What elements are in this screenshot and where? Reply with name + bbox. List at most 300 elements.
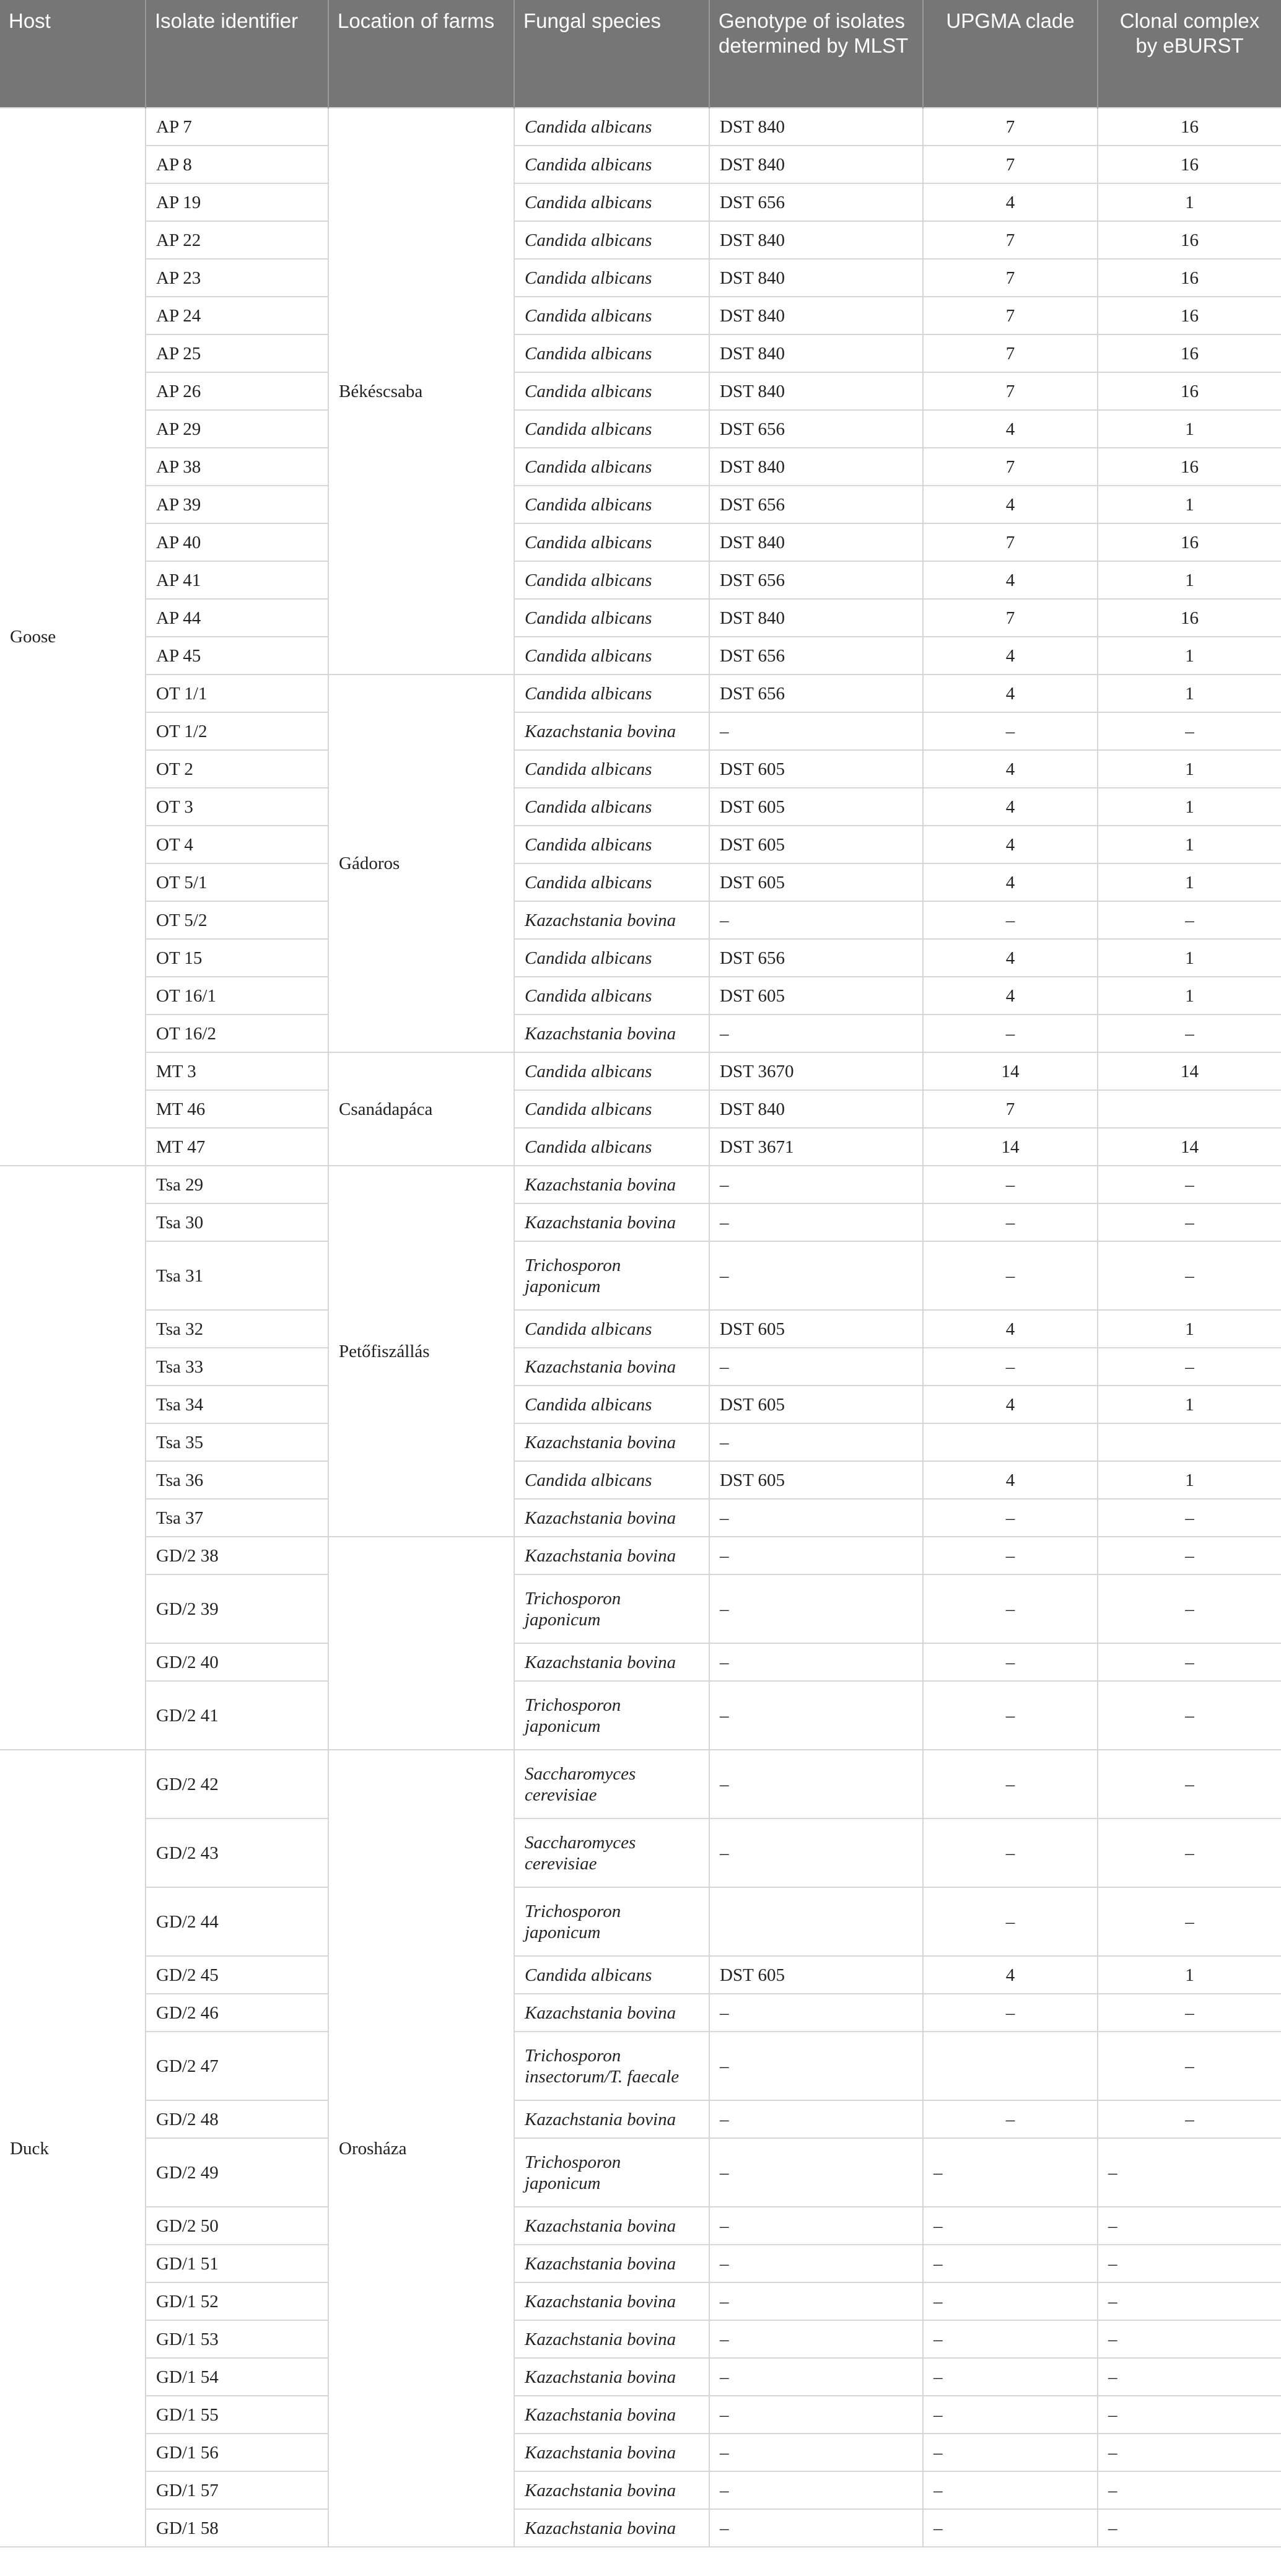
table-row (0, 977, 1281, 1015)
clonal-complex-cell: – (1098, 2138, 1281, 2207)
upgma-clade-cell: 4 (923, 788, 1098, 826)
genotype-cell: – (709, 2032, 923, 2100)
upgma-clade-cell: – (923, 712, 1098, 750)
fungal-species-cell: Trichosporon insectorum/T. faecale (514, 2032, 709, 2100)
header-genotype: Genotype of isolates determined by MLST (709, 0, 923, 108)
table-row (0, 486, 1281, 523)
clonal-complex-cell: 16 (1098, 523, 1281, 561)
clonal-complex-cell: – (1098, 1015, 1281, 1052)
table-row (0, 1818, 1281, 1887)
upgma-clade-cell: 4 (923, 1956, 1098, 1994)
clonal-complex-cell: – (1098, 2358, 1281, 2396)
upgma-clade-cell: – (923, 2320, 1098, 2358)
upgma-clade-cell: 7 (923, 448, 1098, 486)
table-row (0, 334, 1281, 372)
fungal-species-cell: Kazachstania bovina (514, 2282, 709, 2320)
fungal-species-cell: Kazachstania bovina (514, 2245, 709, 2282)
isolate-id-cell: AP 25 (146, 334, 328, 372)
table-row (0, 2138, 1281, 2207)
genotype-cell: – (709, 2138, 923, 2207)
isolate-id-cell: GD/2 41 (146, 1681, 328, 1750)
table-row (0, 939, 1281, 977)
table-row (0, 1241, 1281, 1310)
fungal-species-cell: Saccharomyces cerevisiae (514, 1750, 709, 1818)
genotype-cell: – (709, 901, 923, 939)
upgma-clade-cell: 4 (923, 183, 1098, 221)
isolate-id-cell: OT 15 (146, 939, 328, 977)
table-row (0, 826, 1281, 863)
isolate-id-cell: MT 3 (146, 1052, 328, 1090)
table-row (0, 2032, 1281, 2100)
upgma-clade-cell (923, 1423, 1098, 1461)
fungal-species-cell: Candida albicans (514, 1461, 709, 1499)
table-row (0, 183, 1281, 221)
clonal-complex-cell: – (1098, 901, 1281, 939)
clonal-complex-cell: 16 (1098, 221, 1281, 259)
isolate-id-cell: GD/1 57 (146, 2471, 328, 2509)
table-row (0, 1994, 1281, 2032)
genotype-cell: – (709, 1423, 923, 1461)
table-row (0, 1386, 1281, 1423)
fungal-species-cell: Candida albicans (514, 448, 709, 486)
table-row (0, 637, 1281, 675)
genotype-cell: DST 840 (709, 523, 923, 561)
table-row (0, 221, 1281, 259)
location-cell: Békéscsaba (328, 108, 514, 675)
genotype-cell: – (709, 2320, 923, 2358)
genotype-cell: – (709, 1537, 923, 1574)
clonal-complex-cell: 1 (1098, 939, 1281, 977)
clonal-complex-cell: – (1098, 1994, 1281, 2032)
clonal-complex-cell: – (1098, 1348, 1281, 1386)
fungal-species-cell: Kazachstania bovina (514, 2100, 709, 2138)
fungal-species-cell: Candida albicans (514, 788, 709, 826)
location-cell: Gádoros (328, 675, 514, 1052)
genotype-cell: DST 605 (709, 826, 923, 863)
fungal-species-cell: Candida albicans (514, 523, 709, 561)
upgma-clade-cell: 4 (923, 1386, 1098, 1423)
clonal-complex-cell: – (1098, 1681, 1281, 1750)
upgma-clade-cell: – (923, 1348, 1098, 1386)
upgma-clade-cell: – (923, 2282, 1098, 2320)
table-row (0, 901, 1281, 939)
table-row (0, 2471, 1281, 2509)
clonal-complex-cell: 1 (1098, 1956, 1281, 1994)
table-row (0, 2358, 1281, 2396)
table-row (0, 1499, 1281, 1537)
isolate-id-cell: GD/1 53 (146, 2320, 328, 2358)
location-cell (328, 1537, 514, 1750)
table-row (0, 108, 1281, 146)
clonal-complex-cell: – (1098, 2434, 1281, 2471)
clonal-complex-cell: – (1098, 2245, 1281, 2282)
table-row (0, 1090, 1281, 1128)
fungal-species-cell: Candida albicans (514, 334, 709, 372)
clonal-complex-cell: 1 (1098, 183, 1281, 221)
fungal-species-cell: Kazachstania bovina (514, 1423, 709, 1461)
upgma-clade-cell: – (923, 1574, 1098, 1643)
isolate-id-cell: Tsa 32 (146, 1310, 328, 1348)
genotype-cell: DST 605 (709, 863, 923, 901)
fungal-species-cell: Candida albicans (514, 1386, 709, 1423)
clonal-complex-cell: 1 (1098, 1461, 1281, 1499)
upgma-clade-cell: 4 (923, 1461, 1098, 1499)
upgma-clade-cell: – (923, 901, 1098, 939)
isolate-id-cell: GD/2 49 (146, 2138, 328, 2207)
clonal-complex-cell: – (1098, 1818, 1281, 1887)
fungal-species-cell: Candida albicans (514, 146, 709, 183)
table-row (0, 1461, 1281, 1499)
fungal-species-cell: Candida albicans (514, 1090, 709, 1128)
clonal-complex-cell: 1 (1098, 486, 1281, 523)
clonal-complex-cell: – (1098, 1887, 1281, 1956)
isolate-id-cell: Tsa 30 (146, 1203, 328, 1241)
table-row (0, 523, 1281, 561)
fungal-species-cell: Kazachstania bovina (514, 1643, 709, 1681)
fungal-species-cell: Kazachstania bovina (514, 1537, 709, 1574)
fungal-species-cell: Kazachstania bovina (514, 1203, 709, 1241)
clonal-complex-cell: 16 (1098, 334, 1281, 372)
fungal-species-cell: Trichosporon japonicum (514, 2138, 709, 2207)
clonal-complex-cell: 14 (1098, 1128, 1281, 1166)
isolate-id-cell: GD/1 54 (146, 2358, 328, 2396)
isolate-id-cell: OT 16/2 (146, 1015, 328, 1052)
header-clonal-complex: Clonal complex by eBURST (1098, 0, 1281, 108)
upgma-clade-cell: 4 (923, 1310, 1098, 1348)
table-row (0, 1423, 1281, 1461)
upgma-clade-cell: 7 (923, 259, 1098, 297)
genotype-cell: DST 840 (709, 221, 923, 259)
clonal-complex-cell: 16 (1098, 297, 1281, 334)
isolate-id-cell: AP 29 (146, 410, 328, 448)
table-row (0, 675, 1281, 712)
fungal-species-cell: Candida albicans (514, 221, 709, 259)
table-row (0, 863, 1281, 901)
upgma-clade-cell: – (923, 2471, 1098, 2509)
isolate-id-cell: Tsa 34 (146, 1386, 328, 1423)
upgma-clade-cell: – (923, 2434, 1098, 2471)
fungal-species-cell: Candida albicans (514, 675, 709, 712)
header-fungal-species: Fungal species (514, 0, 709, 108)
isolate-id-cell: GD/1 56 (146, 2434, 328, 2471)
clonal-complex-cell: 16 (1098, 108, 1281, 146)
fungal-species-cell: Candida albicans (514, 410, 709, 448)
table-row (0, 2207, 1281, 2245)
isolate-id-cell: OT 3 (146, 788, 328, 826)
upgma-clade-cell: – (923, 1750, 1098, 1818)
clonal-complex-cell: – (1098, 2509, 1281, 2547)
upgma-clade-cell: – (923, 1203, 1098, 1241)
genotype-cell: DST 656 (709, 939, 923, 977)
clonal-complex-cell: – (1098, 1499, 1281, 1537)
isolate-id-cell: AP 19 (146, 183, 328, 221)
table-row (0, 1310, 1281, 1348)
isolate-id-cell: GD/2 38 (146, 1537, 328, 1574)
genotype-cell: DST 656 (709, 410, 923, 448)
table-row (0, 2245, 1281, 2282)
clonal-complex-cell: – (1098, 1537, 1281, 1574)
fungal-species-cell: Trichosporon japonicum (514, 1241, 709, 1310)
genotype-cell: – (709, 1348, 923, 1386)
genotype-cell: DST 840 (709, 108, 923, 146)
upgma-clade-cell: 7 (923, 1090, 1098, 1128)
isolate-id-cell: AP 41 (146, 561, 328, 599)
genotype-cell: DST 3671 (709, 1128, 923, 1166)
genotype-cell: DST 656 (709, 561, 923, 599)
isolate-id-cell: Tsa 33 (146, 1348, 328, 1386)
fungal-species-cell: Candida albicans (514, 826, 709, 863)
table-row (0, 2320, 1281, 2358)
fungal-species-cell: Trichosporon japonicum (514, 1681, 709, 1750)
clonal-complex-cell: 1 (1098, 675, 1281, 712)
upgma-clade-cell: – (923, 1015, 1098, 1052)
clonal-complex-cell: 1 (1098, 863, 1281, 901)
upgma-clade-cell: 14 (923, 1128, 1098, 1166)
clonal-complex-cell: 14 (1098, 1052, 1281, 1090)
upgma-clade-cell: – (923, 1499, 1098, 1537)
fungal-species-cell: Candida albicans (514, 108, 709, 146)
genotype-cell: – (709, 2245, 923, 2282)
upgma-clade-cell: – (923, 1241, 1098, 1310)
clonal-complex-cell: 1 (1098, 1386, 1281, 1423)
isolate-id-cell: Tsa 29 (146, 1166, 328, 1203)
upgma-clade-cell (923, 2032, 1098, 2100)
clonal-complex-cell: 1 (1098, 826, 1281, 863)
table-row (0, 1537, 1281, 1574)
genotype-cell: DST 840 (709, 297, 923, 334)
isolate-id-cell: MT 46 (146, 1090, 328, 1128)
fungal-species-cell: Kazachstania bovina (514, 2434, 709, 2471)
clonal-complex-cell (1098, 1423, 1281, 1461)
genotype-cell: – (709, 712, 923, 750)
genotype-cell: – (709, 1499, 923, 1537)
host-cell: Goose (0, 108, 146, 1166)
isolate-id-cell: OT 1/1 (146, 675, 328, 712)
fungal-species-cell: Candida albicans (514, 1128, 709, 1166)
upgma-clade-cell: 4 (923, 750, 1098, 788)
genotype-cell: DST 656 (709, 183, 923, 221)
clonal-complex-cell: 1 (1098, 410, 1281, 448)
isolate-id-cell: OT 16/1 (146, 977, 328, 1015)
isolate-id-cell: GD/2 50 (146, 2207, 328, 2245)
table-row (0, 1348, 1281, 1386)
fungal-species-cell: Kazachstania bovina (514, 2207, 709, 2245)
table-row (0, 2509, 1281, 2547)
clonal-complex-cell: – (1098, 1166, 1281, 1203)
isolate-id-cell: GD/2 43 (146, 1818, 328, 1887)
table-row (0, 2396, 1281, 2434)
fungal-species-cell: Kazachstania bovina (514, 2471, 709, 2509)
genotype-cell: – (709, 1015, 923, 1052)
upgma-clade-cell: 7 (923, 334, 1098, 372)
upgma-clade-cell: 4 (923, 977, 1098, 1015)
upgma-clade-cell: 7 (923, 523, 1098, 561)
isolate-id-cell: AP 23 (146, 259, 328, 297)
isolate-id-cell: GD/2 42 (146, 1750, 328, 1818)
isolate-id-cell: AP 38 (146, 448, 328, 486)
isolate-id-cell: Tsa 37 (146, 1499, 328, 1537)
genotype-cell: – (709, 2509, 923, 2547)
header-host: Host (0, 0, 146, 108)
table-row (0, 1750, 1281, 1818)
table-row (0, 2282, 1281, 2320)
clonal-complex-cell: – (1098, 2282, 1281, 2320)
table-row (0, 1052, 1281, 1090)
fungal-species-cell: Trichosporon japonicum (514, 1574, 709, 1643)
upgma-clade-cell: – (923, 2100, 1098, 2138)
clonal-complex-cell: – (1098, 1750, 1281, 1818)
clonal-complex-cell: – (1098, 712, 1281, 750)
upgma-clade-cell: 4 (923, 826, 1098, 863)
upgma-clade-cell: 7 (923, 297, 1098, 334)
upgma-clade-cell: – (923, 2358, 1098, 2396)
isolate-id-cell: AP 40 (146, 523, 328, 561)
clonal-complex-cell (1098, 1090, 1281, 1128)
genotype-cell: DST 605 (709, 1461, 923, 1499)
isolate-id-cell: GD/1 58 (146, 2509, 328, 2547)
fungal-species-cell: Candida albicans (514, 183, 709, 221)
clonal-complex-cell: – (1098, 2471, 1281, 2509)
host-cell: Duck (0, 1750, 146, 2547)
upgma-clade-cell: – (923, 2396, 1098, 2434)
isolate-id-cell: Tsa 35 (146, 1423, 328, 1461)
upgma-clade-cell: 4 (923, 410, 1098, 448)
fungal-species-cell: Kazachstania bovina (514, 2358, 709, 2396)
upgma-clade-cell: – (923, 1818, 1098, 1887)
isolate-id-cell: MT 47 (146, 1128, 328, 1166)
table-row (0, 1681, 1281, 1750)
upgma-clade-cell: 4 (923, 561, 1098, 599)
table-row (0, 1166, 1281, 1203)
location-cell: Petőfiszállás (328, 1166, 514, 1537)
genotype-cell (709, 1887, 923, 1956)
genotype-cell: – (709, 1750, 923, 1818)
table-row (0, 750, 1281, 788)
genotype-cell: – (709, 1994, 923, 2032)
upgma-clade-cell: 4 (923, 939, 1098, 977)
upgma-clade-cell: 7 (923, 599, 1098, 637)
upgma-clade-cell: 14 (923, 1052, 1098, 1090)
genotype-cell: DST 840 (709, 334, 923, 372)
genotype-cell: – (709, 2396, 923, 2434)
fungal-species-cell: Candida albicans (514, 1052, 709, 1090)
table-row (0, 1203, 1281, 1241)
genotype-cell: DST 840 (709, 259, 923, 297)
clonal-complex-cell: 16 (1098, 448, 1281, 486)
isolate-id-cell: GD/2 46 (146, 1994, 328, 2032)
isolate-id-cell: OT 4 (146, 826, 328, 863)
genotype-cell: DST 605 (709, 1386, 923, 1423)
table-row (0, 372, 1281, 410)
fungal-species-cell: Candida albicans (514, 561, 709, 599)
genotype-cell: – (709, 1241, 923, 1310)
clonal-complex-cell: 16 (1098, 599, 1281, 637)
clonal-complex-cell: 1 (1098, 750, 1281, 788)
header-upgma-clade: UPGMA clade (923, 0, 1098, 108)
location-cell: Orosháza (328, 1750, 514, 2547)
table-row (0, 788, 1281, 826)
clonal-complex-cell: 1 (1098, 561, 1281, 599)
clonal-complex-cell: 1 (1098, 1310, 1281, 1348)
header-row (0, 0, 1281, 108)
upgma-clade-cell: 4 (923, 486, 1098, 523)
isolate-id-cell: OT 1/2 (146, 712, 328, 750)
genotype-cell: DST 840 (709, 599, 923, 637)
table-row (0, 2434, 1281, 2471)
table-row (0, 1574, 1281, 1643)
upgma-clade-cell: 4 (923, 675, 1098, 712)
table-row (0, 1956, 1281, 1994)
isolate-id-cell: GD/2 45 (146, 1956, 328, 1994)
table-row (0, 146, 1281, 183)
clonal-complex-cell: 1 (1098, 637, 1281, 675)
genotype-cell: DST 3670 (709, 1052, 923, 1090)
fungal-species-cell: Candida albicans (514, 372, 709, 410)
clonal-complex-cell: – (1098, 2100, 1281, 2138)
isolate-id-cell: Tsa 31 (146, 1241, 328, 1310)
genotype-cell: – (709, 1574, 923, 1643)
clonal-complex-cell: 1 (1098, 977, 1281, 1015)
genotype-cell: DST 656 (709, 637, 923, 675)
clonal-complex-cell: – (1098, 2207, 1281, 2245)
table-body (0, 108, 1281, 2547)
upgma-clade-cell: – (923, 1537, 1098, 1574)
fungal-species-cell: Candida albicans (514, 637, 709, 675)
genotype-cell: DST 656 (709, 675, 923, 712)
upgma-clade-cell: – (923, 2207, 1098, 2245)
genotype-cell: – (709, 1643, 923, 1681)
fungal-species-cell: Kazachstania bovina (514, 712, 709, 750)
table-row (0, 410, 1281, 448)
clonal-complex-cell: – (1098, 1241, 1281, 1310)
genotype-cell: DST 656 (709, 486, 923, 523)
genotype-cell: – (709, 2282, 923, 2320)
table-row (0, 1887, 1281, 1956)
fungal-species-cell: Kazachstania bovina (514, 2509, 709, 2547)
clonal-complex-cell: – (1098, 1574, 1281, 1643)
isolate-id-cell: OT 5/2 (146, 901, 328, 939)
genotype-cell: – (709, 2207, 923, 2245)
header-location: Location of farms (328, 0, 514, 108)
table-row (0, 297, 1281, 334)
isolate-id-cell: GD/2 39 (146, 1574, 328, 1643)
upgma-clade-cell: – (923, 1994, 1098, 2032)
header-isolate-identifier: Isolate identifier (146, 0, 328, 108)
upgma-clade-cell: – (923, 2509, 1098, 2547)
isolate-id-cell: OT 2 (146, 750, 328, 788)
fungal-species-cell: Kazachstania bovina (514, 2396, 709, 2434)
isolate-id-cell: AP 24 (146, 297, 328, 334)
upgma-clade-cell: 4 (923, 863, 1098, 901)
table-row (0, 259, 1281, 297)
isolate-id-cell: GD/2 47 (146, 2032, 328, 2100)
genotype-cell: – (709, 1203, 923, 1241)
isolate-id-cell: GD/2 40 (146, 1643, 328, 1681)
genotype-cell: DST 840 (709, 372, 923, 410)
fungal-species-cell: Kazachstania bovina (514, 2320, 709, 2358)
host-cell (0, 1166, 146, 1750)
upgma-clade-cell: – (923, 1166, 1098, 1203)
upgma-clade-cell: 4 (923, 637, 1098, 675)
clonal-complex-cell: 1 (1098, 788, 1281, 826)
table-row (0, 599, 1281, 637)
table-row (0, 448, 1281, 486)
upgma-clade-cell: 7 (923, 221, 1098, 259)
fungal-species-cell: Candida albicans (514, 486, 709, 523)
genotype-cell: DST 840 (709, 146, 923, 183)
fungal-species-cell: Kazachstania bovina (514, 1348, 709, 1386)
genotype-cell: DST 840 (709, 1090, 923, 1128)
